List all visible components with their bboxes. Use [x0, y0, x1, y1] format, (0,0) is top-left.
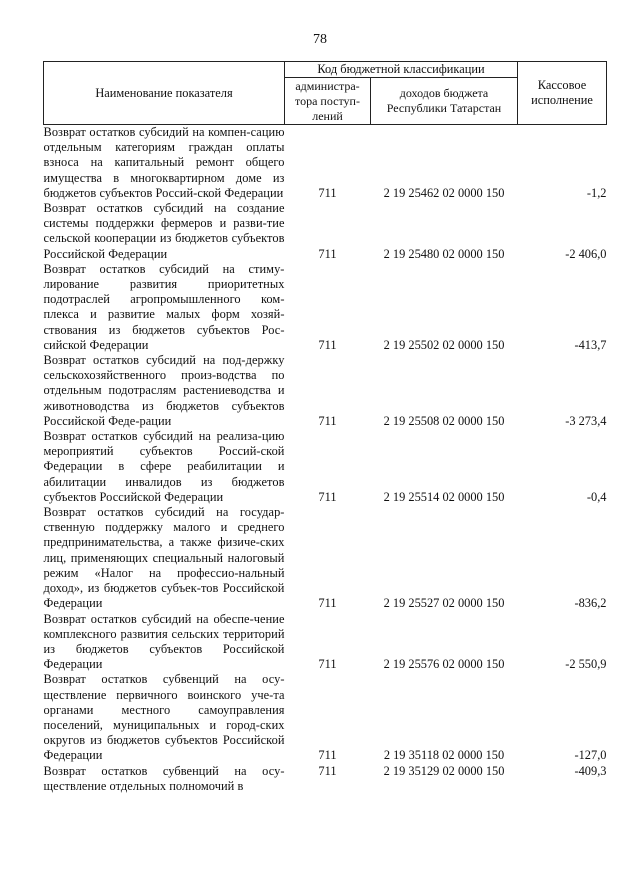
row-name: Возврат остатков субсидий на создание системы поддержки фермеров и разви-тие сельской кооперации из бюджетов субъектов Российской Федерации [43, 201, 285, 261]
row-admin-code: 711 [318, 337, 337, 352]
row-admin-code: 711 [318, 763, 337, 778]
table-row [44, 612, 607, 673]
budget-table [43, 61, 607, 794]
row-execution: -0,4 [586, 489, 607, 504]
table-row [44, 764, 607, 794]
row-admin-code: 711 [318, 489, 337, 504]
row-name: Возврат остатков субвенций на осу-ществление отдельных полномочий в [43, 763, 285, 793]
header-code-group: Код бюджетной классификации [285, 62, 518, 78]
row-execution: -413,7 [574, 337, 607, 352]
row-name: Возврат остатков субсидий на реализа-цию мероприятий субъектов Россий-ской Федерации в сфере реабилитации и абилитации инвалидов из бюджетов субъектов Российской Федерации [43, 429, 285, 504]
row-income-code: 2 19 25576 02 0000 150 [383, 657, 505, 672]
row-execution: -2 550,9 [565, 657, 607, 672]
row-admin-code: 711 [318, 185, 337, 200]
row-admin-code: 711 [318, 246, 337, 261]
row-income-code: 2 19 25480 02 0000 150 [383, 246, 505, 261]
row-income-code: 2 19 35129 02 0000 150 [383, 763, 505, 778]
table-body [44, 125, 607, 794]
table-row [44, 353, 607, 429]
header-execution: Кассовое исполнение [518, 62, 607, 125]
page-number: 78 [313, 32, 327, 47]
row-income-code: 2 19 25502 02 0000 150 [383, 337, 505, 352]
row-name: Возврат остатков субсидий на компен-сацию отдельным категориям граждан оплаты взноса на капитальный ремонт общего имущества в многоквартирном доме из бюджетов субъектов Россий-ской Федерации [43, 125, 285, 200]
header-name: Наименование показателя [44, 62, 285, 125]
table-row [44, 125, 607, 202]
table-row [44, 429, 607, 505]
row-name: Возврат остатков субсидий на стиму-лирование развития приоритетных подотраслей агропромышленного ком-плекса и развитие малых форм хозяй-ствования из бюджетов субъектов Рос-сийской Федерации [43, 261, 285, 352]
table-row [44, 672, 607, 763]
row-name: Возврат остатков субсидий на под-держку сельскохозяйственного произ-водства по отдельным подотраслям растениеводства и животноводства из бюджетов субъектов Российской Феде-рации [43, 353, 285, 428]
row-execution: -1,2 [586, 185, 607, 200]
row-income-code: 2 19 25508 02 0000 150 [383, 413, 505, 428]
row-execution: -2 406,0 [565, 246, 607, 261]
table-header [44, 62, 607, 125]
row-income-code: 2 19 35118 02 0000 150 [383, 748, 505, 763]
row-admin-code: 711 [318, 596, 337, 611]
header-income: доходов бюджета Республики Татарстан [371, 78, 518, 125]
row-execution: -3 273,4 [565, 413, 607, 428]
row-admin-code: 711 [318, 657, 337, 672]
row-name: Возврат остатков субсидий на государ-ственную поддержку малого и среднего предпринимательства, а также физиче-ских лиц, применяющих специальный налоговый режим «Налог на профессио-нальный доход», из бюджетов субъек-тов Российской Федерации [43, 505, 285, 611]
row-execution: -127,0 [574, 748, 607, 763]
row-execution: -409,3 [574, 763, 607, 778]
row-admin-code: 711 [318, 748, 337, 763]
row-name: Возврат остатков субвенций на осу-ществление первичного воинского уче-та органами местного самоуправления поселений, муниципальных и город-ских округов из бюджетов субъектов Российской Федерации [43, 672, 285, 763]
table-row [44, 262, 607, 353]
row-execution: -836,2 [574, 596, 607, 611]
row-income-code: 2 19 25514 02 0000 150 [383, 489, 505, 504]
header-admin: администра-тора поступ-лений [285, 78, 371, 125]
row-name: Возврат остатков субсидий на обеспе-чение комплексного развития сельских территорий из бюджетов субъектов Российской Федерации [43, 611, 285, 672]
table-row [44, 505, 607, 611]
row-income-code: 2 19 25462 02 0000 150 [383, 185, 505, 200]
row-income-code: 2 19 25527 02 0000 150 [383, 596, 505, 611]
row-admin-code: 711 [318, 413, 337, 428]
table-row [44, 201, 607, 262]
